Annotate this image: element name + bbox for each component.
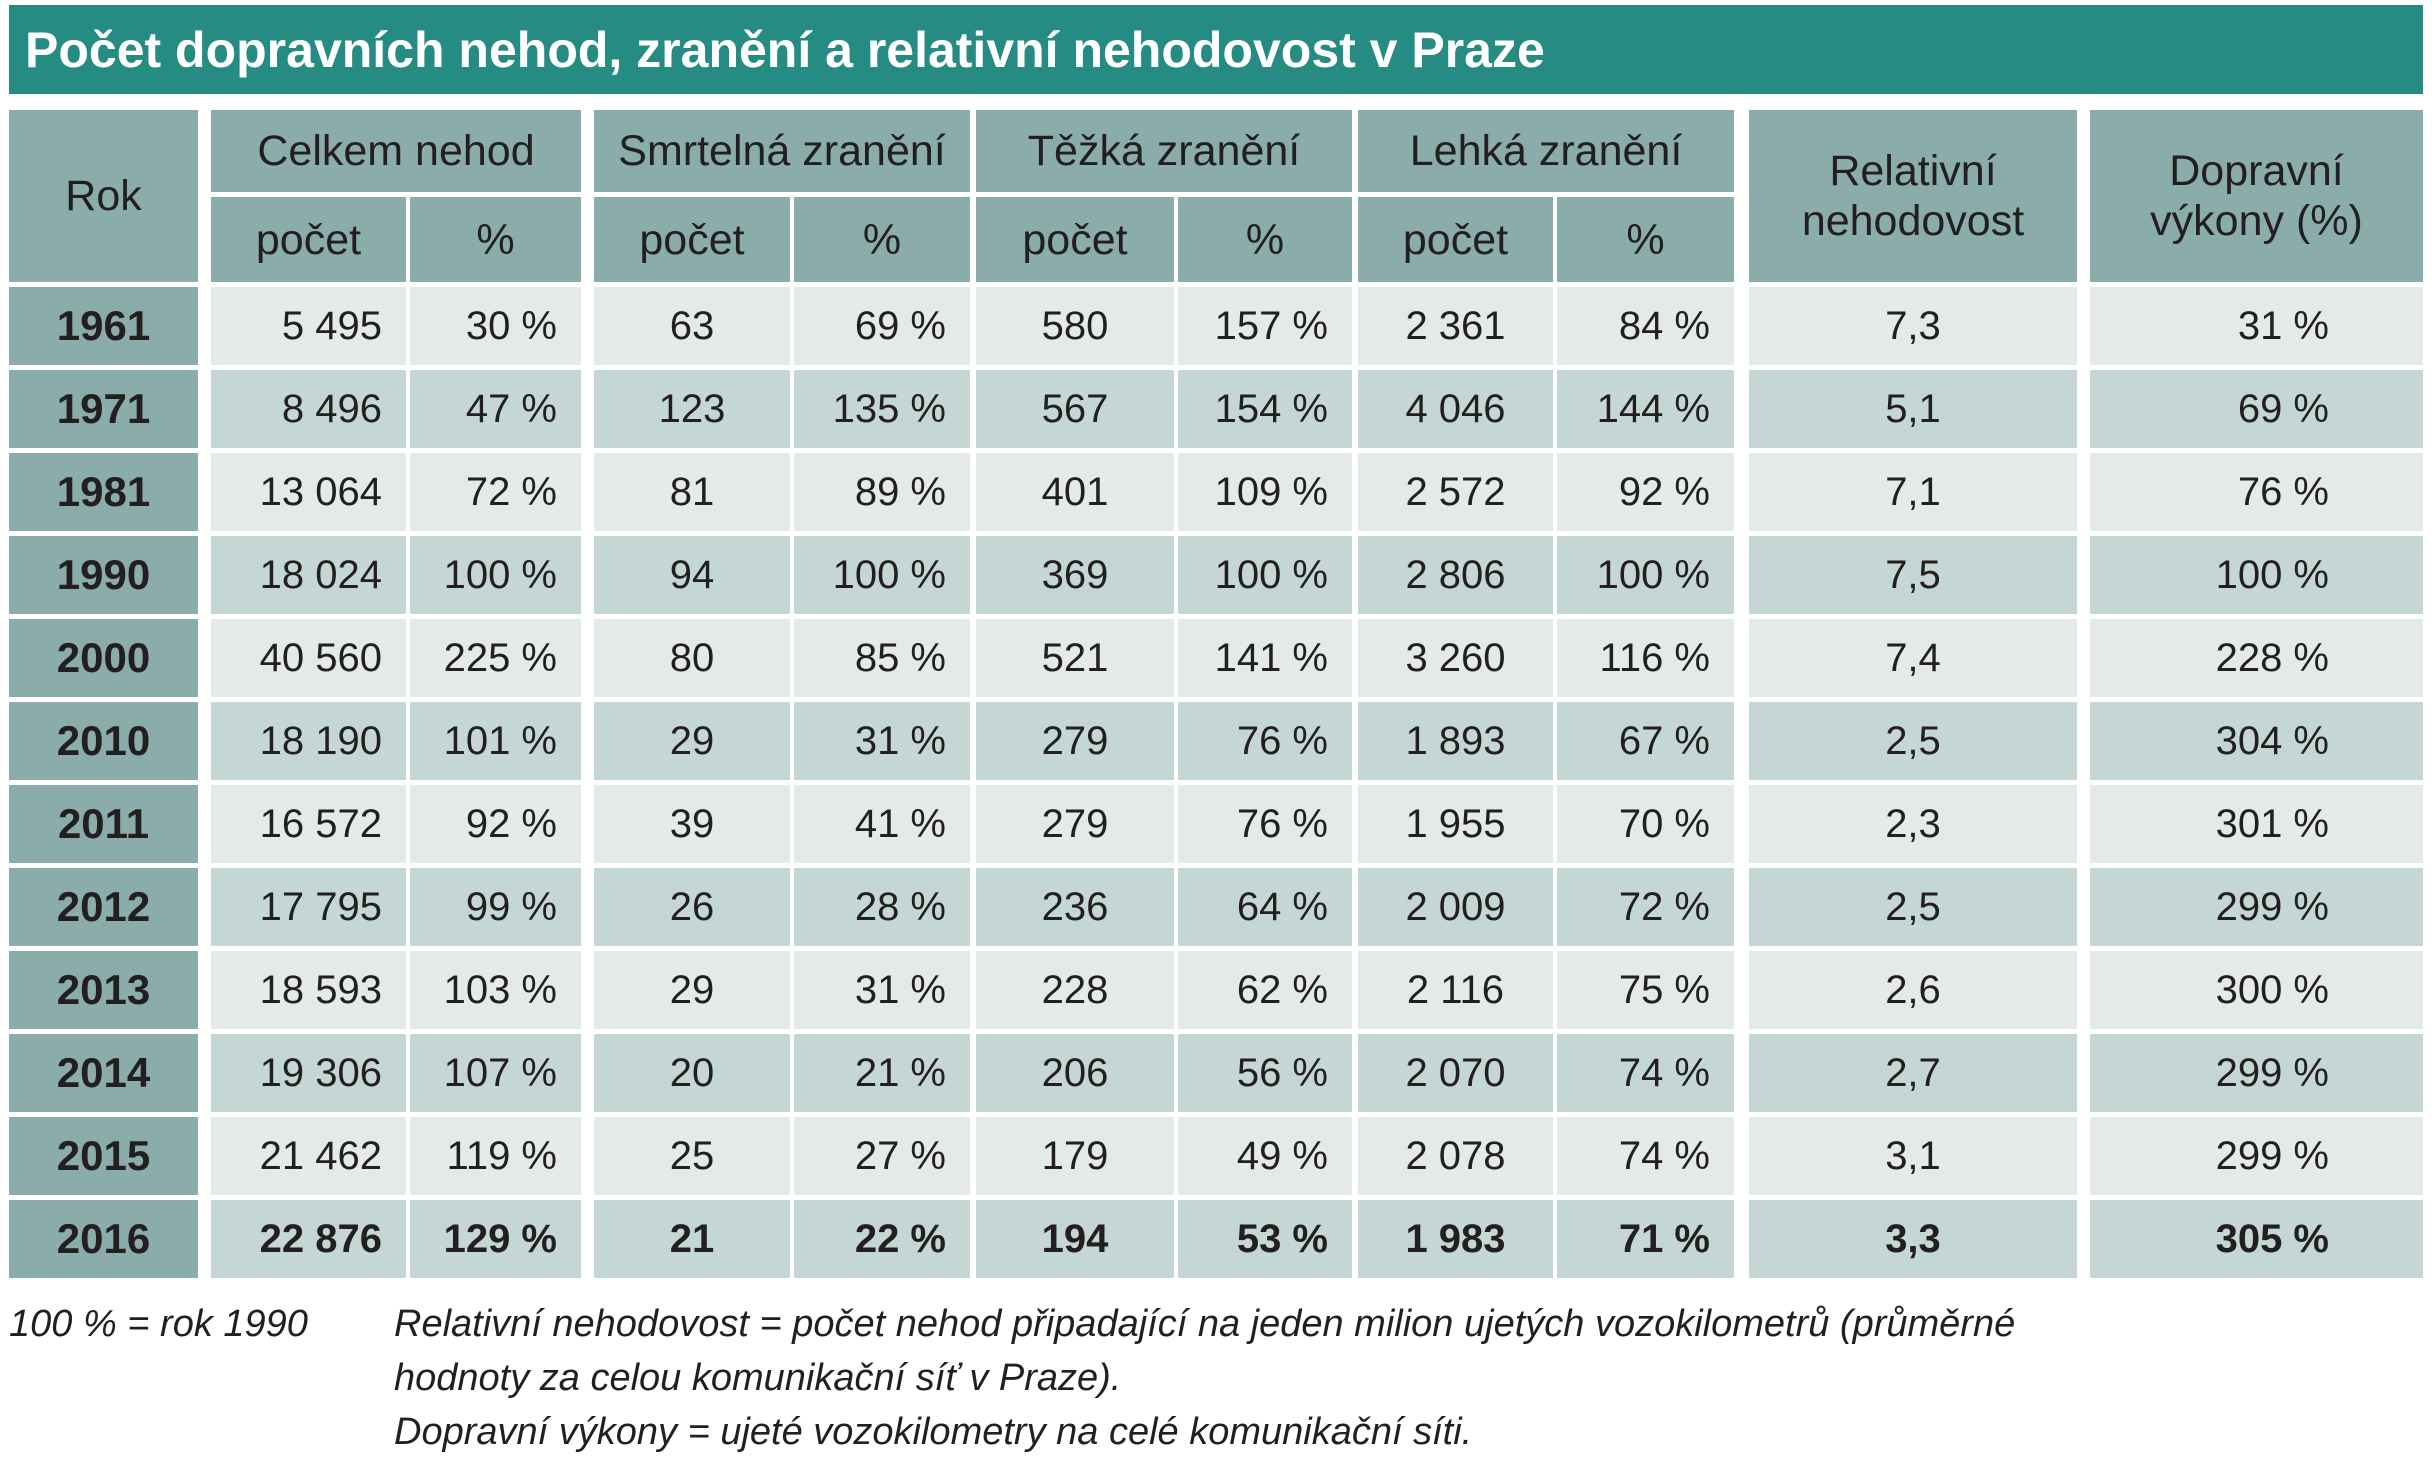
cell-vykony: 301 % [2090, 785, 2423, 863]
header-pct-tezka: % [1178, 197, 1352, 282]
note-traffic: Dopravní výkony = ujeté vozokilometry na celé komunikační síti. [394, 1411, 1473, 1453]
cell-tezka-pocet: 567 [976, 370, 1174, 448]
row-year: 2015 [9, 1117, 198, 1195]
cell-tezka-pocet: 521 [976, 619, 1174, 697]
cell-lehka-pct: 100 % [1557, 536, 1734, 614]
cell-vykony: 299 % [2090, 1117, 2423, 1195]
cell-relativni: 3,1 [1749, 1117, 2077, 1195]
header-pct-lehka: % [1557, 197, 1734, 282]
cell-lehka-pct: 70 % [1557, 785, 1734, 863]
row-year: 2016 [9, 1200, 198, 1278]
cell-celkem-pocet: 18 190 [211, 702, 406, 780]
cell-smrtelna-pocet: 63 [594, 287, 790, 365]
cell-lehka-pct: 67 % [1557, 702, 1734, 780]
cell-celkem-pocet: 18 024 [211, 536, 406, 614]
cell-tezka-pct: 53 % [1178, 1200, 1352, 1278]
cell-lehka-pocet: 1 983 [1358, 1200, 1553, 1278]
cell-lehka-pct: 74 % [1557, 1117, 1734, 1195]
cell-vykony: 69 % [2090, 370, 2423, 448]
cell-celkem-pocet: 40 560 [211, 619, 406, 697]
cell-tezka-pct: 76 % [1178, 702, 1352, 780]
cell-celkem-pocet: 13 064 [211, 453, 406, 531]
row-year: 1961 [9, 287, 198, 365]
cell-relativni: 2,3 [1749, 785, 2077, 863]
note-relative-line2: hodnoty za celou komunikační síť v Praze). [394, 1357, 1122, 1399]
cell-smrtelna-pct: 27 % [794, 1117, 970, 1195]
cell-celkem-pct: 107 % [410, 1034, 581, 1112]
cell-relativni: 2,6 [1749, 951, 2077, 1029]
cell-tezka-pct: 56 % [1178, 1034, 1352, 1112]
cell-tezka-pocet: 279 [976, 702, 1174, 780]
cell-lehka-pct: 72 % [1557, 868, 1734, 946]
row-year: 2013 [9, 951, 198, 1029]
cell-tezka-pocet: 580 [976, 287, 1174, 365]
cell-smrtelna-pct: 89 % [794, 453, 970, 531]
cell-celkem-pocet: 8 496 [211, 370, 406, 448]
cell-tezka-pct: 100 % [1178, 536, 1352, 614]
cell-vykony: 304 % [2090, 702, 2423, 780]
cell-lehka-pocet: 2 078 [1358, 1117, 1553, 1195]
header-dopravni-vykony: Dopravní výkony (%) [2090, 110, 2423, 282]
cell-celkem-pct: 103 % [410, 951, 581, 1029]
cell-smrtelna-pct: 85 % [794, 619, 970, 697]
cell-relativni: 7,5 [1749, 536, 2077, 614]
cell-lehka-pct: 116 % [1557, 619, 1734, 697]
cell-celkem-pct: 30 % [410, 287, 581, 365]
cell-lehka-pocet: 2 572 [1358, 453, 1553, 531]
cell-lehka-pct: 74 % [1557, 1034, 1734, 1112]
cell-lehka-pocet: 2 806 [1358, 536, 1553, 614]
cell-vykony: 299 % [2090, 868, 2423, 946]
header-group-celkem: Celkem nehod [211, 110, 581, 192]
cell-tezka-pct: 64 % [1178, 868, 1352, 946]
cell-celkem-pct: 129 % [410, 1200, 581, 1278]
cell-smrtelna-pct: 21 % [794, 1034, 970, 1112]
cell-lehka-pocet: 3 260 [1358, 619, 1553, 697]
cell-celkem-pocet: 22 876 [211, 1200, 406, 1278]
row-year: 2014 [9, 1034, 198, 1112]
cell-smrtelna-pocet: 21 [594, 1200, 790, 1278]
note-relative-line1: Relativní nehodovost = počet nehod připadající na jeden milion ujetých vozokilometrů (průměrné [394, 1303, 2016, 1345]
header-group-smrtelna: Smrtelná zranění [594, 110, 970, 192]
row-year: 2011 [9, 785, 198, 863]
cell-smrtelna-pocet: 29 [594, 951, 790, 1029]
header-pocet-tezka: počet [976, 197, 1174, 282]
cell-lehka-pocet: 2 361 [1358, 287, 1553, 365]
cell-vykony: 76 % [2090, 453, 2423, 531]
cell-vykony: 31 % [2090, 287, 2423, 365]
cell-celkem-pct: 92 % [410, 785, 581, 863]
header-group-tezka: Těžká zranění [976, 110, 1352, 192]
cell-smrtelna-pct: 69 % [794, 287, 970, 365]
header-pct-celkem: % [410, 197, 581, 282]
note-base: 100 % = rok 1990 [9, 1303, 308, 1345]
cell-celkem-pocet: 16 572 [211, 785, 406, 863]
cell-tezka-pct: 141 % [1178, 619, 1352, 697]
cell-tezka-pocet: 228 [976, 951, 1174, 1029]
cell-vykony: 305 % [2090, 1200, 2423, 1278]
cell-relativni: 7,3 [1749, 287, 2077, 365]
cell-tezka-pct: 62 % [1178, 951, 1352, 1029]
cell-vykony: 228 % [2090, 619, 2423, 697]
cell-lehka-pct: 144 % [1557, 370, 1734, 448]
header-group-lehka: Lehká zranění [1358, 110, 1734, 192]
cell-smrtelna-pct: 41 % [794, 785, 970, 863]
cell-lehka-pocet: 2 009 [1358, 868, 1553, 946]
cell-smrtelna-pct: 135 % [794, 370, 970, 448]
cell-celkem-pct: 99 % [410, 868, 581, 946]
cell-celkem-pocet: 19 306 [211, 1034, 406, 1112]
cell-smrtelna-pct: 31 % [794, 951, 970, 1029]
row-year: 2010 [9, 702, 198, 780]
cell-smrtelna-pocet: 26 [594, 868, 790, 946]
cell-celkem-pocet: 5 495 [211, 287, 406, 365]
cell-relativni: 7,1 [1749, 453, 2077, 531]
row-year: 1990 [9, 536, 198, 614]
header-rok: Rok [9, 110, 198, 282]
cell-celkem-pct: 47 % [410, 370, 581, 448]
cell-tezka-pocet: 369 [976, 536, 1174, 614]
cell-lehka-pct: 84 % [1557, 287, 1734, 365]
cell-vykony: 100 % [2090, 536, 2423, 614]
cell-tezka-pct: 109 % [1178, 453, 1352, 531]
cell-tezka-pocet: 279 [976, 785, 1174, 863]
cell-tezka-pct: 154 % [1178, 370, 1352, 448]
header-relativni-nehodovost: Relativní nehodovost [1749, 110, 2077, 282]
cell-celkem-pct: 72 % [410, 453, 581, 531]
cell-celkem-pocet: 18 593 [211, 951, 406, 1029]
cell-relativni: 5,1 [1749, 370, 2077, 448]
cell-smrtelna-pocet: 20 [594, 1034, 790, 1112]
header-pocet-lehka: počet [1358, 197, 1553, 282]
cell-smrtelna-pocet: 123 [594, 370, 790, 448]
cell-celkem-pocet: 17 795 [211, 868, 406, 946]
cell-tezka-pocet: 206 [976, 1034, 1174, 1112]
cell-lehka-pct: 92 % [1557, 453, 1734, 531]
cell-smrtelna-pocet: 81 [594, 453, 790, 531]
cell-relativni: 2,7 [1749, 1034, 2077, 1112]
cell-tezka-pct: 157 % [1178, 287, 1352, 365]
header-pocet-celkem: počet [211, 197, 406, 282]
cell-tezka-pocet: 179 [976, 1117, 1174, 1195]
table-title: Počet dopravních nehod, zranění a relativní nehodovost v Praze [9, 5, 2423, 94]
cell-lehka-pocet: 1 955 [1358, 785, 1553, 863]
cell-tezka-pocet: 194 [976, 1200, 1174, 1278]
cell-tezka-pocet: 236 [976, 868, 1174, 946]
cell-tezka-pocet: 401 [976, 453, 1174, 531]
cell-smrtelna-pocet: 29 [594, 702, 790, 780]
cell-celkem-pct: 100 % [410, 536, 581, 614]
cell-lehka-pocet: 1 893 [1358, 702, 1553, 780]
cell-relativni: 2,5 [1749, 868, 2077, 946]
cell-lehka-pct: 75 % [1557, 951, 1734, 1029]
cell-celkem-pct: 225 % [410, 619, 581, 697]
cell-smrtelna-pct: 22 % [794, 1200, 970, 1278]
cell-relativni: 3,3 [1749, 1200, 2077, 1278]
header-pct-smrtelna: % [794, 197, 970, 282]
cell-smrtelna-pct: 31 % [794, 702, 970, 780]
cell-celkem-pocet: 21 462 [211, 1117, 406, 1195]
cell-tezka-pct: 49 % [1178, 1117, 1352, 1195]
cell-smrtelna-pct: 100 % [794, 536, 970, 614]
cell-celkem-pct: 101 % [410, 702, 581, 780]
cell-smrtelna-pocet: 39 [594, 785, 790, 863]
cell-smrtelna-pct: 28 % [794, 868, 970, 946]
cell-lehka-pocet: 4 046 [1358, 370, 1553, 448]
cell-tezka-pct: 76 % [1178, 785, 1352, 863]
cell-vykony: 300 % [2090, 951, 2423, 1029]
cell-lehka-pocet: 2 116 [1358, 951, 1553, 1029]
cell-relativni: 7,4 [1749, 619, 2077, 697]
row-year: 1971 [9, 370, 198, 448]
cell-lehka-pocet: 2 070 [1358, 1034, 1553, 1112]
cell-lehka-pct: 71 % [1557, 1200, 1734, 1278]
cell-smrtelna-pocet: 94 [594, 536, 790, 614]
cell-smrtelna-pocet: 80 [594, 619, 790, 697]
cell-relativni: 2,5 [1749, 702, 2077, 780]
header-pocet-smrtelna: počet [594, 197, 790, 282]
cell-vykony: 299 % [2090, 1034, 2423, 1112]
row-year: 2012 [9, 868, 198, 946]
cell-smrtelna-pocet: 25 [594, 1117, 790, 1195]
row-year: 1981 [9, 453, 198, 531]
cell-celkem-pct: 119 % [410, 1117, 581, 1195]
row-year: 2000 [9, 619, 198, 697]
